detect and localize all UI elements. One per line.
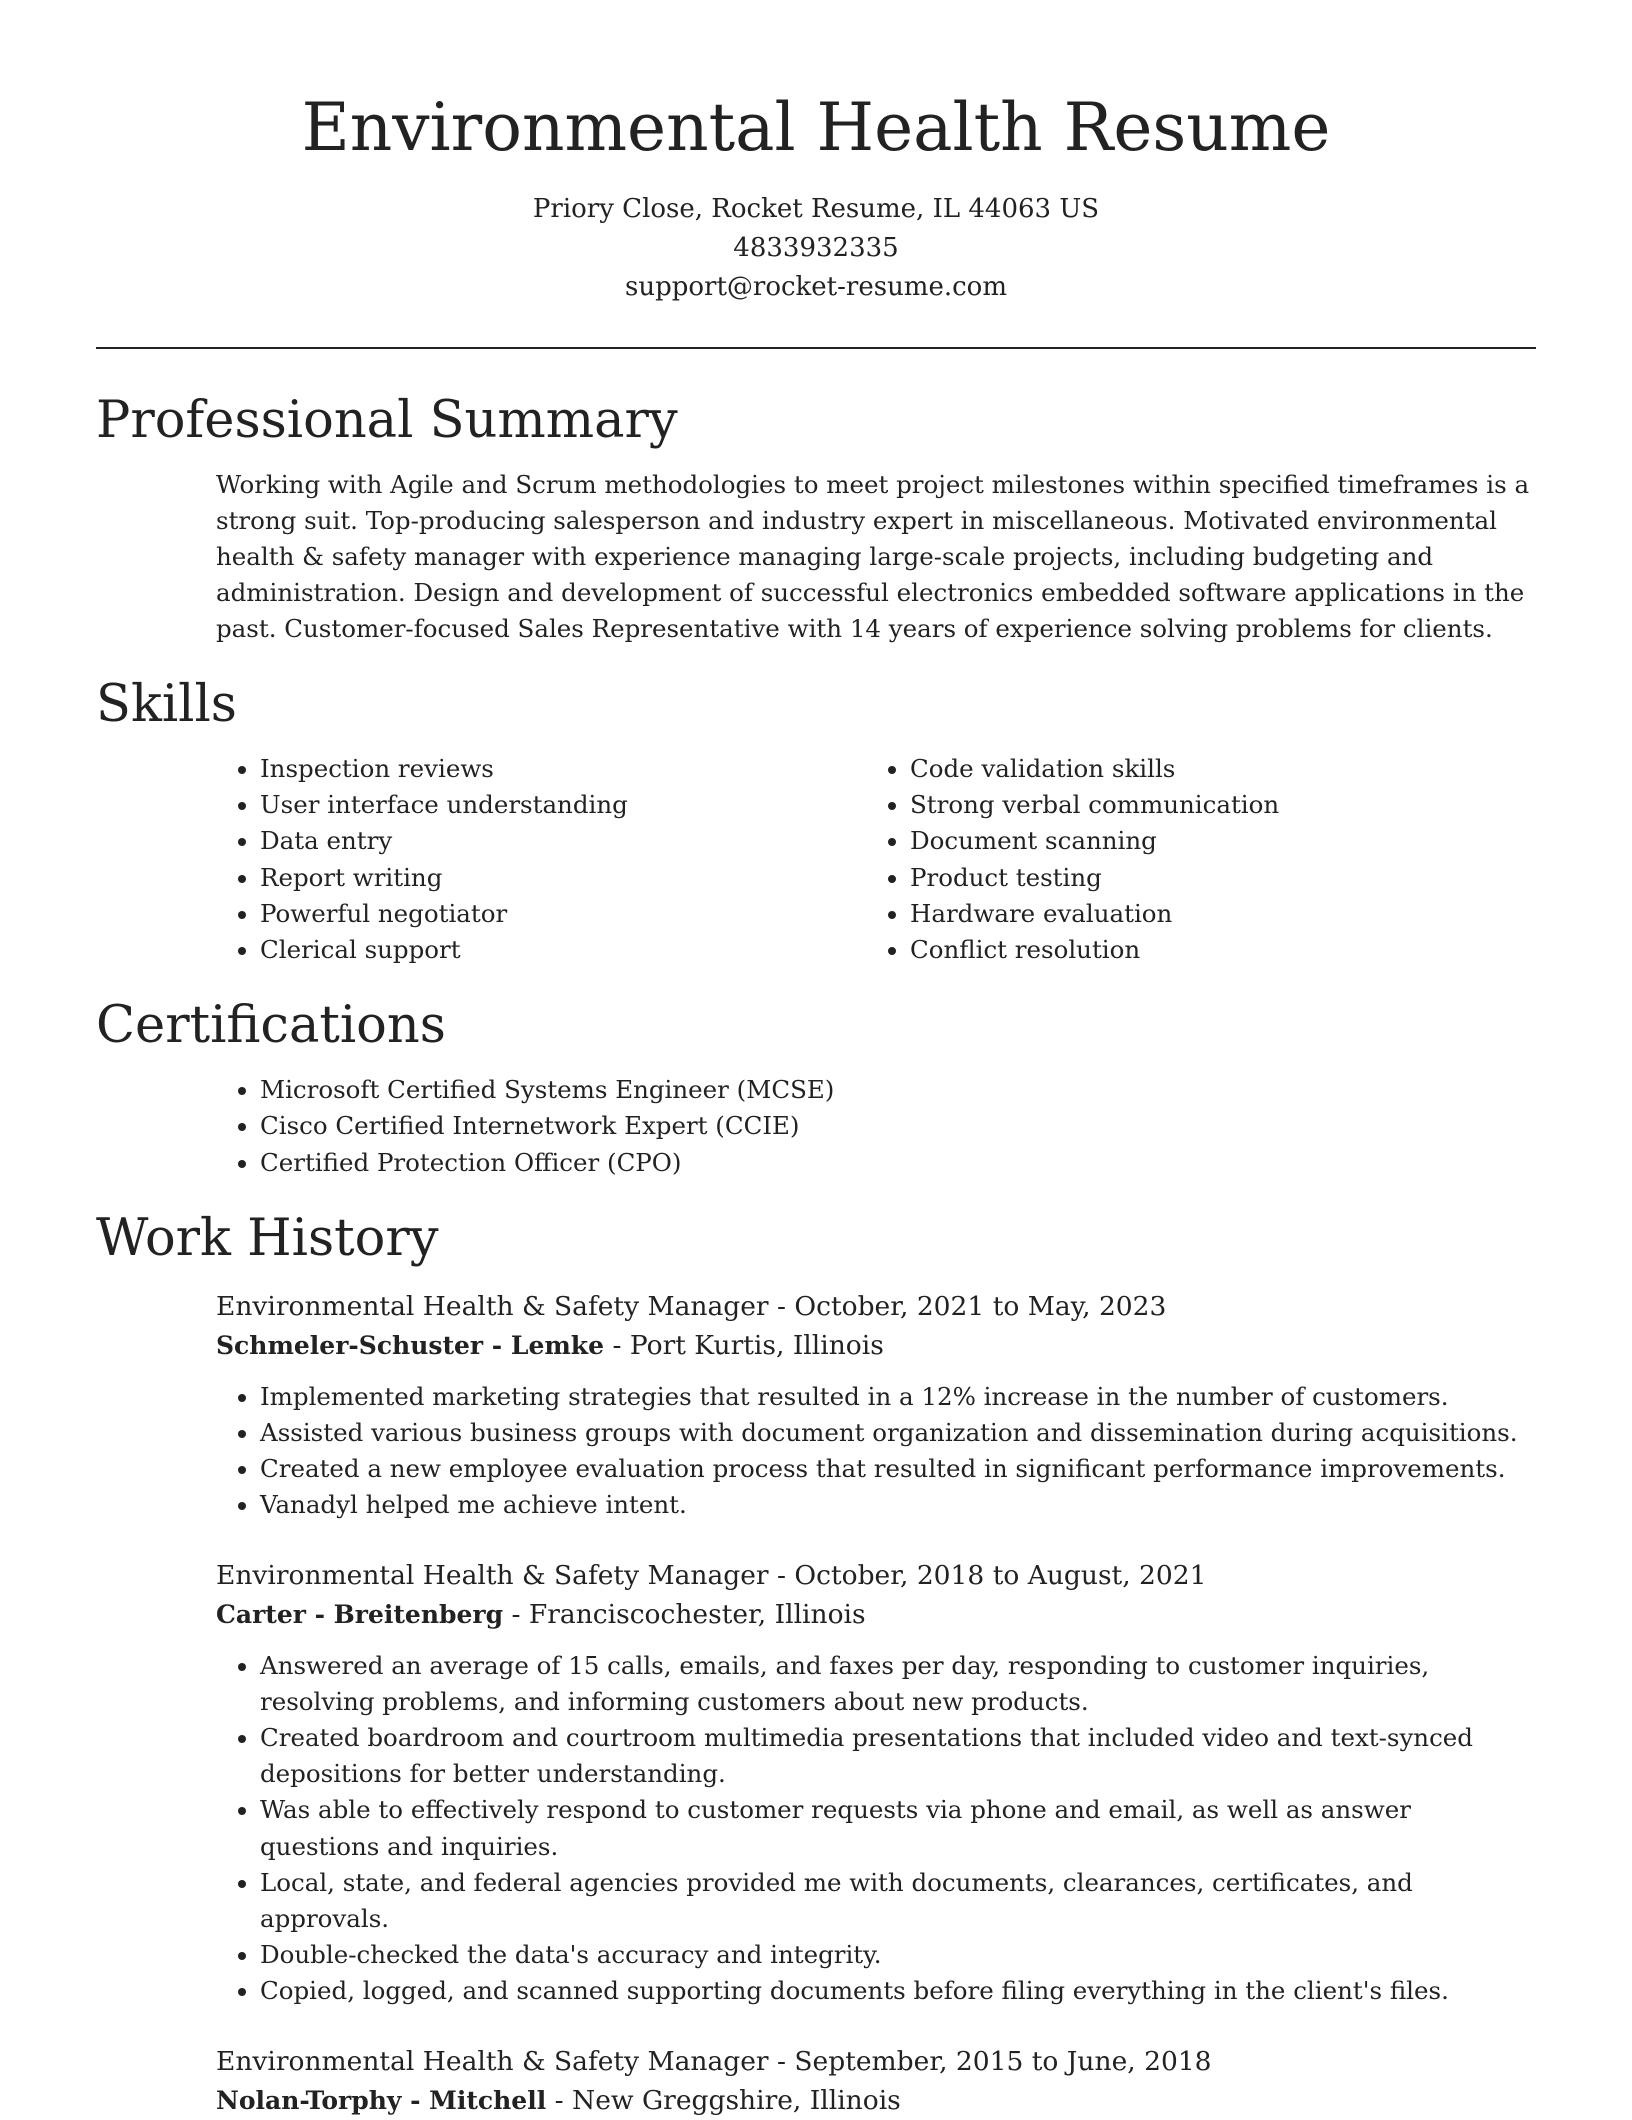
job-heading: Environmental Health & Safety Manager - September, 2015 to June, 2018	[216, 2045, 1212, 2077]
contact-phone: 4833932335	[733, 233, 899, 263]
skill-item: • Document scanning	[910, 823, 1516, 859]
skill-item: • Hardware evaluation	[910, 896, 1516, 932]
work-history-section	[96, 1205, 1536, 2120]
certification-item: • Certified Protection Officer (CPO)	[260, 1145, 1536, 1181]
skill-item: • Product testing	[910, 860, 1516, 896]
job-dates: September, 2015 to June, 2018	[794, 2045, 1212, 2077]
job-dates: October, 2018 to August, 2021	[794, 1559, 1207, 1591]
job-bullet: • Vanadyl helped me achieve intent.	[260, 1487, 1536, 1523]
job-bullet: • Was able to effectively respond to customer requests via phone and email, as well as answer questions and inquiries.	[260, 1792, 1536, 1864]
skill-item: • Powerful negotiator	[260, 896, 866, 932]
job-title: Environmental Health & Safety Manager	[216, 2045, 769, 2077]
job-location: Franciscochester, Illinois	[528, 1598, 866, 1630]
job-bullet: • Implemented marketing strategies that resulted in a 12% increase in the number of customers.	[260, 1379, 1536, 1415]
certifications-heading: Certifications	[96, 996, 446, 1056]
skill-item: • Conflict resolution	[910, 932, 1516, 968]
skill-item: • Strong verbal communication	[910, 787, 1516, 823]
job-heading: Environmental Health & Safety Manager - October, 2018 to August, 2021	[216, 1559, 1207, 1591]
skill-item: • Inspection reviews	[260, 751, 866, 787]
skill-item: • Data entry	[260, 823, 866, 859]
skills-columns	[216, 751, 1536, 968]
job-bullet: • Local, state, and federal agencies provided me with documents, clearances, certificates, and approvals.	[260, 1865, 1536, 1937]
certifications-section	[96, 992, 1536, 1181]
skills-heading: Skills	[96, 675, 237, 734]
job-bullet: • Created boardroom and courtroom multimedia presentations that included video and text-synced depositions for better understanding.	[260, 1720, 1536, 1792]
contact-email: support@rocket-resume.com	[624, 272, 1007, 302]
job-bullet: • Created a new employee evaluation process that resulted in significant performance improvements.	[260, 1451, 1536, 1487]
certification-item: • Cisco Certified Internetwork Expert (CCIE)	[260, 1108, 1536, 1144]
job-bullet: • Double-checked the data's accuracy and integrity.	[260, 1937, 1536, 1973]
contact-address: Priory Close, Rocket Resume, IL 44063 US	[532, 194, 1100, 224]
certification-item: • Microsoft Certified Systems Engineer (MCSE)	[260, 1072, 1536, 1108]
job-location: Port Kurtis, Illinois	[629, 1329, 884, 1361]
job-dates: October, 2021 to May, 2023	[794, 1290, 1167, 1322]
job-bullet: • Copied, logged, and scanned supporting documents before filing everything in the client's files.	[260, 1973, 1536, 2009]
skill-item: • Clerical support	[260, 932, 866, 968]
skill-item: • Code validation skills	[910, 751, 1516, 787]
skills-list-left	[216, 751, 866, 968]
job-entry	[216, 1287, 1536, 1524]
certifications-list	[216, 1072, 1536, 1181]
job-bullet: • Answered an average of 15 calls, emails, and faxes per day, responding to customer inquiries, resolving problems, and informing customers about new products.	[260, 1648, 1536, 1720]
summary-text: Working with Agile and Scrum methodologies to meet project milestones within specified timeframes is a strong suit. Top-producing salesperson and industry expert in miscellaneous. Motivated environmental health & safety manager with experience managing large-scale projects, including budgeting and administration. Design and development of successful electronics embedded software applications in the past. Customer-focused Sales Representative with 14 years of experience solving problems for clients.	[216, 470, 1530, 643]
skill-item: • Report writing	[260, 860, 866, 896]
job-title: Environmental Health & Safety Manager	[216, 1290, 769, 1322]
summary-section	[96, 387, 1536, 647]
job-company: Schmeler-Schuster - Lemke	[216, 1330, 605, 1360]
job-company-line: Nolan-Torphy - Mitchell - New Greggshire, Illinois	[216, 2084, 901, 2116]
job-company-line: Schmeler-Schuster - Lemke - Port Kurtis, Illinois	[216, 1329, 884, 1361]
job-location: New Greggshire, Illinois	[572, 2084, 901, 2116]
job-company: Nolan-Torphy - Mitchell	[216, 2085, 547, 2115]
skills-section	[96, 671, 1536, 968]
resume-page	[96, 0, 1536, 2120]
job-bullets	[216, 1379, 1536, 1524]
work-history-heading: Work History	[96, 1208, 439, 1268]
resume-title: Environmental Health Resume	[301, 89, 1331, 166]
header-divider	[96, 347, 1536, 349]
job-entry	[216, 2042, 1536, 2120]
job-bullet: • Assisted various business groups with document organization and dissemination during acquisitions.	[260, 1415, 1536, 1451]
job-bullets	[216, 1648, 1536, 2010]
job-company: Carter - Breitenberg	[216, 1599, 504, 1629]
contact-block	[96, 190, 1536, 307]
job-company-line: Carter - Breitenberg - Franciscochester, Illinois	[216, 1598, 866, 1630]
skills-list-right	[866, 751, 1516, 968]
resume-header	[96, 0, 1536, 307]
summary-heading: Professional Summary	[96, 391, 678, 450]
skill-item: • User interface understanding	[260, 787, 866, 823]
job-heading: Environmental Health & Safety Manager - October, 2021 to May, 2023	[216, 1290, 1167, 1322]
job-title: Environmental Health & Safety Manager	[216, 1559, 769, 1591]
job-entry	[216, 1556, 1536, 2010]
